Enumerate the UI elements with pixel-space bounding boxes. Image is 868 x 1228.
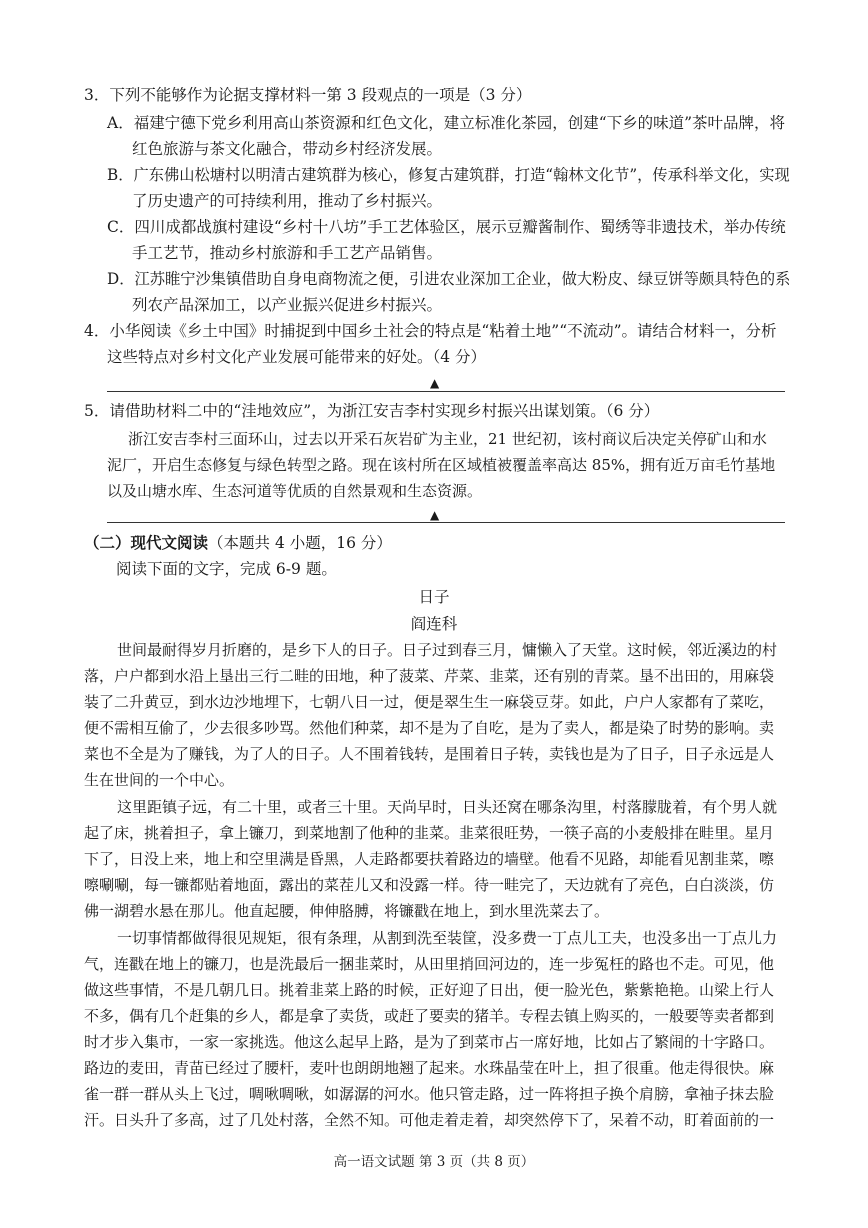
section2-heading	[84, 530, 392, 556]
section2-heading-note: （本题共 4 小题，16 分）	[208, 534, 392, 552]
page-footer: 高一语文试题 第 3 页（共 8 页）	[333, 1154, 535, 1170]
q5-stem: 5．请借助材料二中的“洼地效应”，为浙江安吉李村实现乡村振兴出谋划策。（6 分）	[84, 402, 660, 420]
q3-option-b-line1: B．广东佛山松塘村以明清古建筑群为核心，修复古建筑群，打造“翰林文化节”，传承科举文化，实现	[107, 166, 790, 184]
q3-option-c-line1: C．四川成都战旗村建设“乡村十八坊”手工艺体验区，展示豆瓣酱制作、蜀绣等非遗技术，举办传统	[107, 218, 786, 236]
q3-option-a-line2: 红色旅游与茶文化融合，带动乡村经济发展。	[132, 140, 443, 158]
article-p1-line: 便不需相互偷了，少去很多吵骂。然他们种菜，却不是为了自吃，是为了卖人，都是染了时势的影响。卖	[84, 719, 775, 737]
q5-material-line2: 泥厂，开启生态修复与绿色转型之路。现在该村所在区域植被覆盖率高达 85%，拥有近万亩毛竹基地	[107, 456, 776, 474]
article-author: 阎连科	[410, 615, 458, 633]
section2-instruction: 阅读下面的文字，完成 6-9 题。	[116, 560, 337, 578]
article-p3-line: 气，连戳在地上的镰刀，也是洗最后一捆韭菜时，从田里捎回河边的，连一步冤枉的路也不走。可见，他	[84, 955, 775, 973]
article-p1-line: 菜也不全是为了赚钱，为了人的日子。人不围着钱转，是围着日子转，卖钱也是为了日子，日子永远是人	[84, 745, 775, 763]
q5-answer-marker-icon: ▲	[430, 508, 440, 522]
q3-option-d-line2: 列农产品深加工，以产业振兴促进乡村振兴。	[132, 296, 443, 314]
q3-option-c-line2: 手工艺节，推动乡村旅游和手工艺产品销售。	[132, 244, 443, 262]
article-p1-line: 世间最耐得岁月折磨的，是乡下人的日子。日子过到春三月，慵懒入了天堂。这时候，邻近溪边的村	[117, 641, 778, 659]
q5-material-line3: 以及山塘水库、生态河道等优质的自然景观和生态资源。	[107, 482, 483, 500]
article-p3-line: 雀一群一群从头上飞过，啁啾啁啾，如潺潺的河水。他只管走路，过一阵将担子换个肩膀，拿袖子抹去脸	[84, 1085, 775, 1103]
q5-material-line1: 浙江安吉李村三面环山，过去以开采石灰岩矿为主业，21 世纪初，该村商议后决定关停矿山和水	[128, 430, 767, 448]
article-p1-line: 生在世间的一个中心。	[84, 771, 235, 789]
article-p3-line: 不多，偶有几个赶集的乡人，都是拿了卖货，或赶了要卖的猪羊。专程去镇上购买的，一般要等卖者都到	[84, 1007, 775, 1025]
article-p2-line: 下了，日没上来，地上和空里满是昏黑，人走路都要扶着路边的墙壁。他看不见路，却能看见割韭菜，嚓	[84, 850, 775, 868]
section2-heading-title: （二）现代文阅读	[84, 533, 209, 552]
q4-answer-line	[107, 391, 785, 392]
article-p2-line: 嚓唰唰，每一镰都贴着地面，露出的菜茬儿又和没露一样。待一畦完了，天边就有了亮色，白白淡淡，仿	[84, 876, 775, 894]
article-p3-line: 做这些事情，不是几朝几日。挑着韭菜上路的时候，正好迎了日出，便一脸光色，紫紫艳艳。山梁上行人	[84, 981, 775, 999]
article-p3-line: 路边的麦田，青苗已经过了腰杆，麦叶也朗朗地翘了起来。水珠晶莹在叶上，担了很重。他走得很快。麻	[84, 1059, 775, 1077]
q4-answer-marker-icon: ▲	[430, 376, 440, 390]
q5-answer-line	[107, 522, 785, 523]
article-p2-line: 起了床，挑着担子，拿上镰刀，到菜地割了他种的韭菜。韭菜很旺势，一筷子高的小麦般排在畦里。星月	[84, 824, 775, 842]
article-p3-line: 汗。日头升了多高，过了几处村落，全然不知。可他走着走着，却突然停下了，呆着不动，盯着面前的一	[84, 1111, 775, 1129]
q4-stem-line1: 4．小华阅读《乡土中国》时捕捉到中国乡土社会的特点是“粘着土地”“不流动”。请结合材料一，分析	[84, 322, 777, 340]
article-p3-line: 时才步入集市，一家一家挑选。他这么起早上路，是为了到菜市占一席好地，比如占了繁闹的十字路口。	[84, 1033, 775, 1051]
article-p2-line: 这里距镇子远，有二十里，或者三十里。天尚早时，日头还窝在哪条沟里，村落朦胧着，有个男人就	[117, 798, 778, 816]
q3-option-a-line1: A．福建宁德下党乡利用高山茶资源和红色文化，建立标准化茶园，创建“下乡的味道”茶叶品牌，将	[107, 114, 786, 132]
q3-option-d-line1: D．江苏睢宁沙集镇借助自身电商物流之便，引进农业深加工企业，做大粉皮、绿豆饼等颇具特色的系	[107, 270, 791, 288]
article-p2-line: 佛一湖碧水悬在那儿。他直起腰，伸伸胳膊，将镰戳在地上，到水里洗菜去了。	[84, 902, 610, 920]
article-p3-line: 一切事情都做得很见规矩，很有条理，从割到洗至装筐，没多费一丁点儿工夫，也没多出一丁点儿力	[117, 929, 778, 947]
q3-stem: 3．下列不能够作为论据支撑材料一第 3 段观点的一项是（3 分）	[84, 86, 532, 104]
article-p1-line: 落，户户都到水沿上垦出三行二畦的田地，种了菠菜、芹菜、韭菜，还有别的青菜。垦不出田的，用麻袋	[84, 667, 775, 685]
q3-option-b-line2: 了历史遗产的可持续利用，推动了乡村振兴。	[132, 192, 443, 210]
q4-stem-line2: 这些特点对乡村文化产业发展可能带来的好处。（4 分）	[107, 348, 487, 366]
article-p1-line: 装了二升黄豆，到水边沙地埋下，七朝八日一过，便是翠生生一麻袋豆芽。如此，户户人家都有了菜吃，	[84, 693, 775, 711]
article-title: 日子	[418, 588, 450, 606]
